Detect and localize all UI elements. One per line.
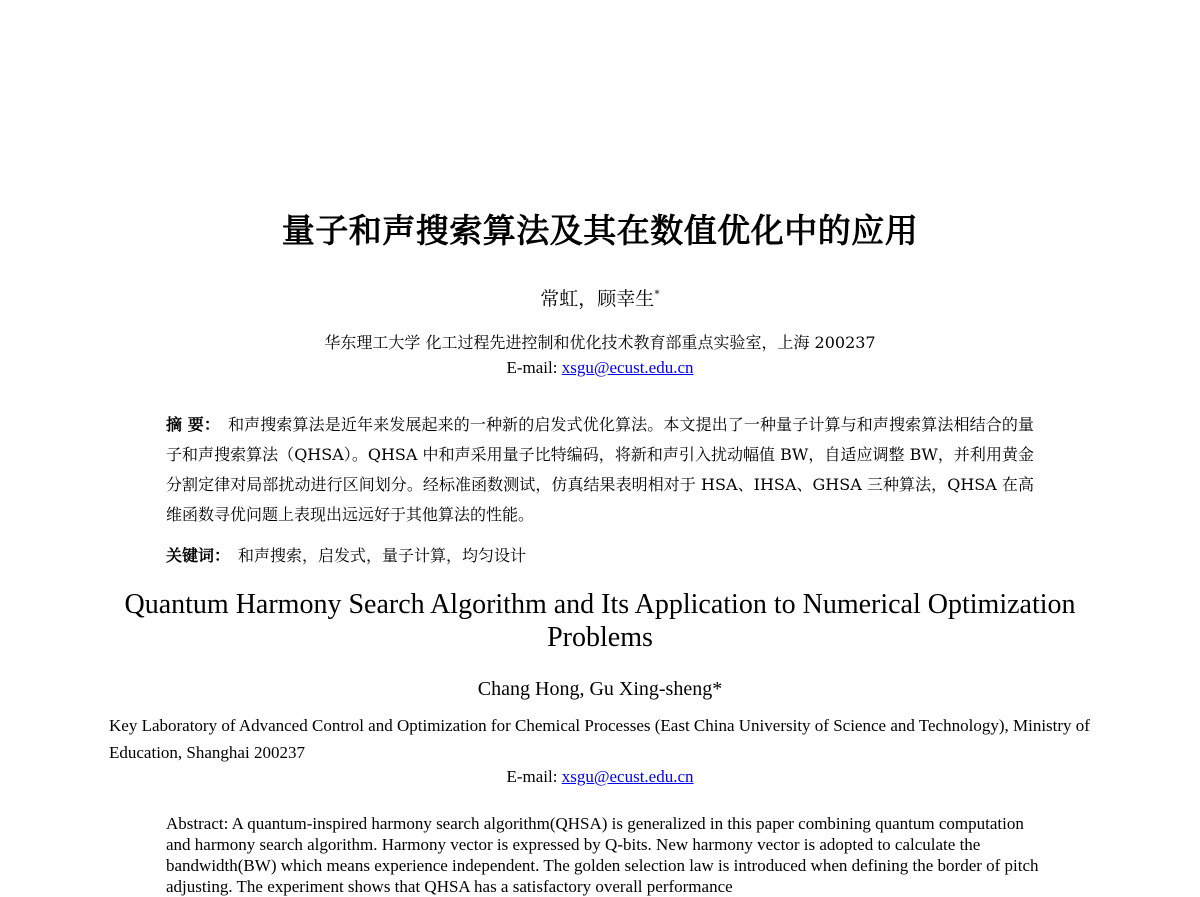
chinese-email-label: E-mail:	[506, 358, 562, 377]
chinese-keywords-text: 和声搜索，启发式，量子计算，均匀设计	[238, 546, 527, 565]
english-affiliation: Key Laboratory of Advanced Control and Optimization for Chemical Processes (East China University of Science and Technology), Ministry of Education, Shanghai 200237	[109, 716, 1090, 762]
chinese-abstract-text: 和声搜索算法是近年来发展起来的一种新的启发式优化算法。本文提出了一种量子计算与和声搜索算法相结合的量子和声搜索算法（QHSA）。QHSA 中和声采用量子比特编码，将新和声引入扰动幅值 BW，自适应调整 BW，并利用黄金分割定律对局部扰动进行区间划分。经标准函数测试，仿真结果表明相对于 HSA、IHSA、GHSA 三种算法，QHSA 在高维函数寻优问题上表现出远远好于其他算法的性能。	[166, 415, 1034, 524]
english-authors: Chang Hong, Gu Xing-sheng*	[477, 678, 723, 700]
chinese-title: 量子和声搜索算法及其在数值优化中的应用	[281, 211, 919, 250]
english-email-link[interactable]: xsgu@ecust.edu.cn	[561, 767, 694, 786]
corresponding-author-mark: *	[654, 287, 660, 301]
chinese-keywords-label: 关键词：	[166, 546, 231, 565]
chinese-author-names: 常虹，顾幸生	[540, 288, 655, 310]
english-abstract: Abstract: A quantum-inspired harmony search algorithm(QHSA) is generalized in this paper combining quantum computation and harmony search algorithm. Harmony vector is expressed by Q-bits. New harmony vector is adopted to calculate the bandwidth(BW) which means experience independent. The golden selection law is introduced when defining the border of pitch adjusting. The experiment shows that QHSA has a satisfactory overall performance	[166, 814, 1039, 896]
chinese-abstract	[166, 410, 1034, 530]
chinese-abstract-label: 摘 要：	[166, 415, 221, 434]
chinese-email-link[interactable]: xsgu@ecust.edu.cn	[561, 358, 694, 377]
english-title: Quantum Harmony Search Algorithm and Its Application to Numerical Optimization Problems	[124, 589, 1076, 653]
chinese-email-line	[0, 358, 1200, 378]
english-email-line	[0, 767, 1200, 787]
chinese-keywords	[166, 543, 1034, 566]
chinese-affiliation: 华东理工大学 化工过程先进控制和优化技术教育部重点实验室，上海 200237	[324, 333, 876, 352]
chinese-authors	[0, 284, 1200, 311]
english-email-label: E-mail:	[506, 767, 562, 786]
